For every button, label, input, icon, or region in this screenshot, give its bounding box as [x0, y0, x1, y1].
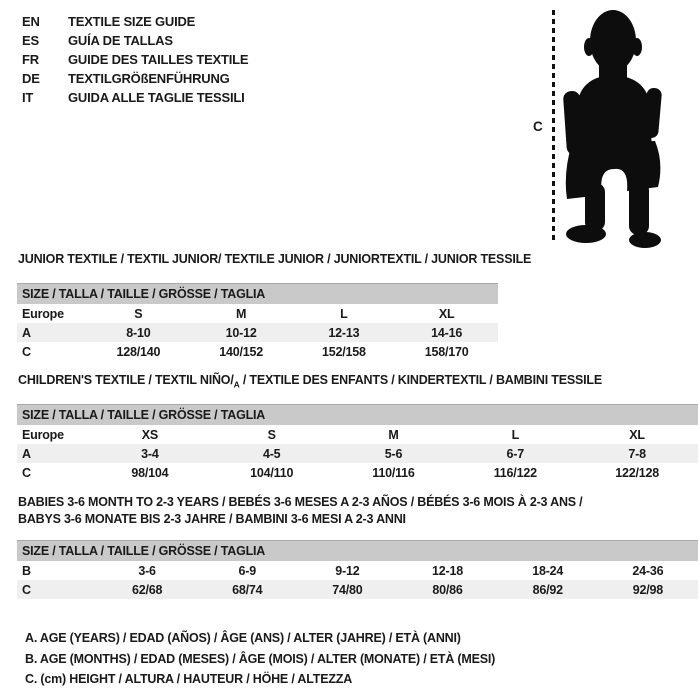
value-cell: 5-6 [333, 444, 455, 463]
size-header-row [17, 284, 498, 305]
language-title: GUÍA DE TALLAS [68, 33, 173, 48]
row-label: A [17, 323, 87, 342]
row-label: C [22, 344, 31, 359]
size-cell: S [134, 306, 143, 321]
language-row-fr [22, 50, 248, 69]
table-row-age-months [17, 561, 698, 580]
value-cell: 3-6 [138, 563, 156, 578]
value-cell: 122/128 [615, 465, 659, 480]
language-title: GUIDA ALLE TAGLIE TESSILI [68, 90, 245, 105]
table-row-age-years [17, 323, 498, 342]
language-code: EN [22, 14, 40, 29]
value-cell: 74/80 [297, 580, 397, 599]
language-code: FR [22, 52, 39, 67]
table-row-europe [17, 304, 498, 323]
height-measure-label: C [533, 119, 543, 134]
row-label: Europe [22, 427, 64, 442]
title-part: CHILDREN'S TEXTILE / TEXTIL NIÑO/ [18, 373, 234, 387]
size-cell: S [267, 427, 276, 442]
language-row-de [22, 69, 248, 88]
junior-textile-title: JUNIOR TEXTILE / TEXTIL JUNIOR/ TEXTILE JUNIOR / JUNIORTEXTIL / JUNIOR TESSILE [18, 252, 532, 266]
value-cell: 116/122 [493, 465, 537, 480]
toddler-silhouette-icon [558, 5, 663, 251]
size-header-row [17, 541, 698, 562]
value-cell: 98/104 [131, 465, 169, 480]
language-code: ES [22, 33, 39, 48]
value-cell: 128/140 [116, 344, 161, 359]
value-cell: 158/170 [424, 344, 469, 359]
size-cell: L [511, 427, 519, 442]
value-cell: 104/110 [250, 465, 294, 480]
value-cell: 7-8 [576, 444, 698, 463]
row-label: Europe [22, 306, 64, 321]
title-part: / TEXTILE DES ENFANTS / KINDERTEXTIL / BAMBINI TESSILE [239, 373, 602, 387]
language-row-it [22, 88, 248, 107]
value-cell: 4-5 [211, 444, 333, 463]
value-cell: 6-9 [238, 563, 256, 578]
value-cell: 8-10 [87, 323, 190, 342]
legend-line-c: C. (cm) HEIGHT / ALTURA / HAUTEUR / HÖHE / ALTEZZA [25, 672, 353, 687]
childrens-textile-table [17, 404, 698, 482]
language-row-en [22, 12, 248, 31]
value-cell: 152/158 [321, 344, 366, 359]
legend-line-a: A. AGE (YEARS) / EDAD (AÑOS) / ÂGE (ANS) / ALTER (JAHRE) / ETÀ (ANNI) [25, 631, 461, 645]
value-cell: 3-4 [89, 444, 211, 463]
babies-textile-table [17, 540, 698, 599]
row-label: C [22, 465, 31, 480]
language-code: DE [22, 71, 40, 86]
row-label: B [22, 563, 31, 578]
legend-line-b: B. AGE (MONTHS) / EDAD (MESES) / ÂGE (MOIS) / ALTER (MONATE) / ETÀ (MESI) [25, 651, 496, 666]
value-cell: 110/116 [372, 465, 415, 480]
measure-legend [25, 628, 495, 690]
title-subscript: A [233, 379, 240, 390]
language-row-es [22, 31, 248, 50]
language-list [22, 12, 248, 107]
size-cell: XS [141, 427, 159, 442]
value-cell: 14-16 [395, 323, 498, 342]
value-cell: 68/74 [197, 580, 297, 599]
value-cell: 10-12 [190, 323, 293, 342]
table-row-height [17, 463, 698, 482]
row-label: A [17, 444, 89, 463]
value-cell: 92/98 [598, 580, 698, 599]
table-row-height [17, 580, 698, 599]
babies-textile-title [18, 494, 582, 528]
value-cell: 12-13 [293, 323, 396, 342]
size-header: SIZE / TALLA / TAILLE / GRÖSSE / TAGLIA [17, 405, 698, 426]
babies-title-line1: BABIES 3-6 MONTH TO 2-3 YEARS / BEBÉS 3-6 MESES A 2-3 AÑOS / BÉBÉS 3-6 MOIS À 2-3 ANS / [18, 495, 583, 509]
value-cell: 80/86 [397, 580, 497, 599]
language-title: GUIDE DES TAILLES TEXTILE [68, 52, 249, 67]
childrens-textile-title [18, 373, 602, 390]
size-header: SIZE / TALLA / TAILLE / GRÖSSE / TAGLIA [17, 541, 698, 562]
table-row-height [17, 342, 498, 361]
height-measure-dashed-line [552, 10, 555, 244]
language-title: TEXTILE SIZE GUIDE [68, 14, 196, 29]
size-cell: L [340, 306, 348, 321]
value-cell: 18-24 [532, 563, 564, 578]
junior-textile-table [17, 283, 498, 361]
size-cell: M [236, 306, 247, 321]
size-header-row [17, 405, 698, 426]
value-cell: 62/68 [97, 580, 197, 599]
language-title: TEXTILGRÖßENFÜHRUNG [68, 71, 230, 86]
size-cell: XL [438, 306, 455, 321]
row-label: C [17, 580, 97, 599]
size-cell: M [388, 427, 399, 442]
value-cell: 86/92 [498, 580, 598, 599]
table-row-age-years [17, 444, 698, 463]
size-header: SIZE / TALLA / TAILLE / GRÖSSE / TAGLIA [17, 284, 498, 305]
value-cell: 12-18 [432, 563, 464, 578]
value-cell: 140/152 [219, 344, 264, 359]
value-cell: 6-7 [454, 444, 576, 463]
language-code: IT [22, 90, 34, 105]
value-cell: 9-12 [335, 563, 360, 578]
size-cell: XL [629, 427, 645, 442]
value-cell: 24-36 [632, 563, 664, 578]
babies-title-line2: BABYS 3-6 MONATE BIS 2-3 JAHRE / BAMBINI 3-6 MESI A 2-3 ANNI [18, 512, 406, 526]
table-row-europe [17, 425, 698, 444]
